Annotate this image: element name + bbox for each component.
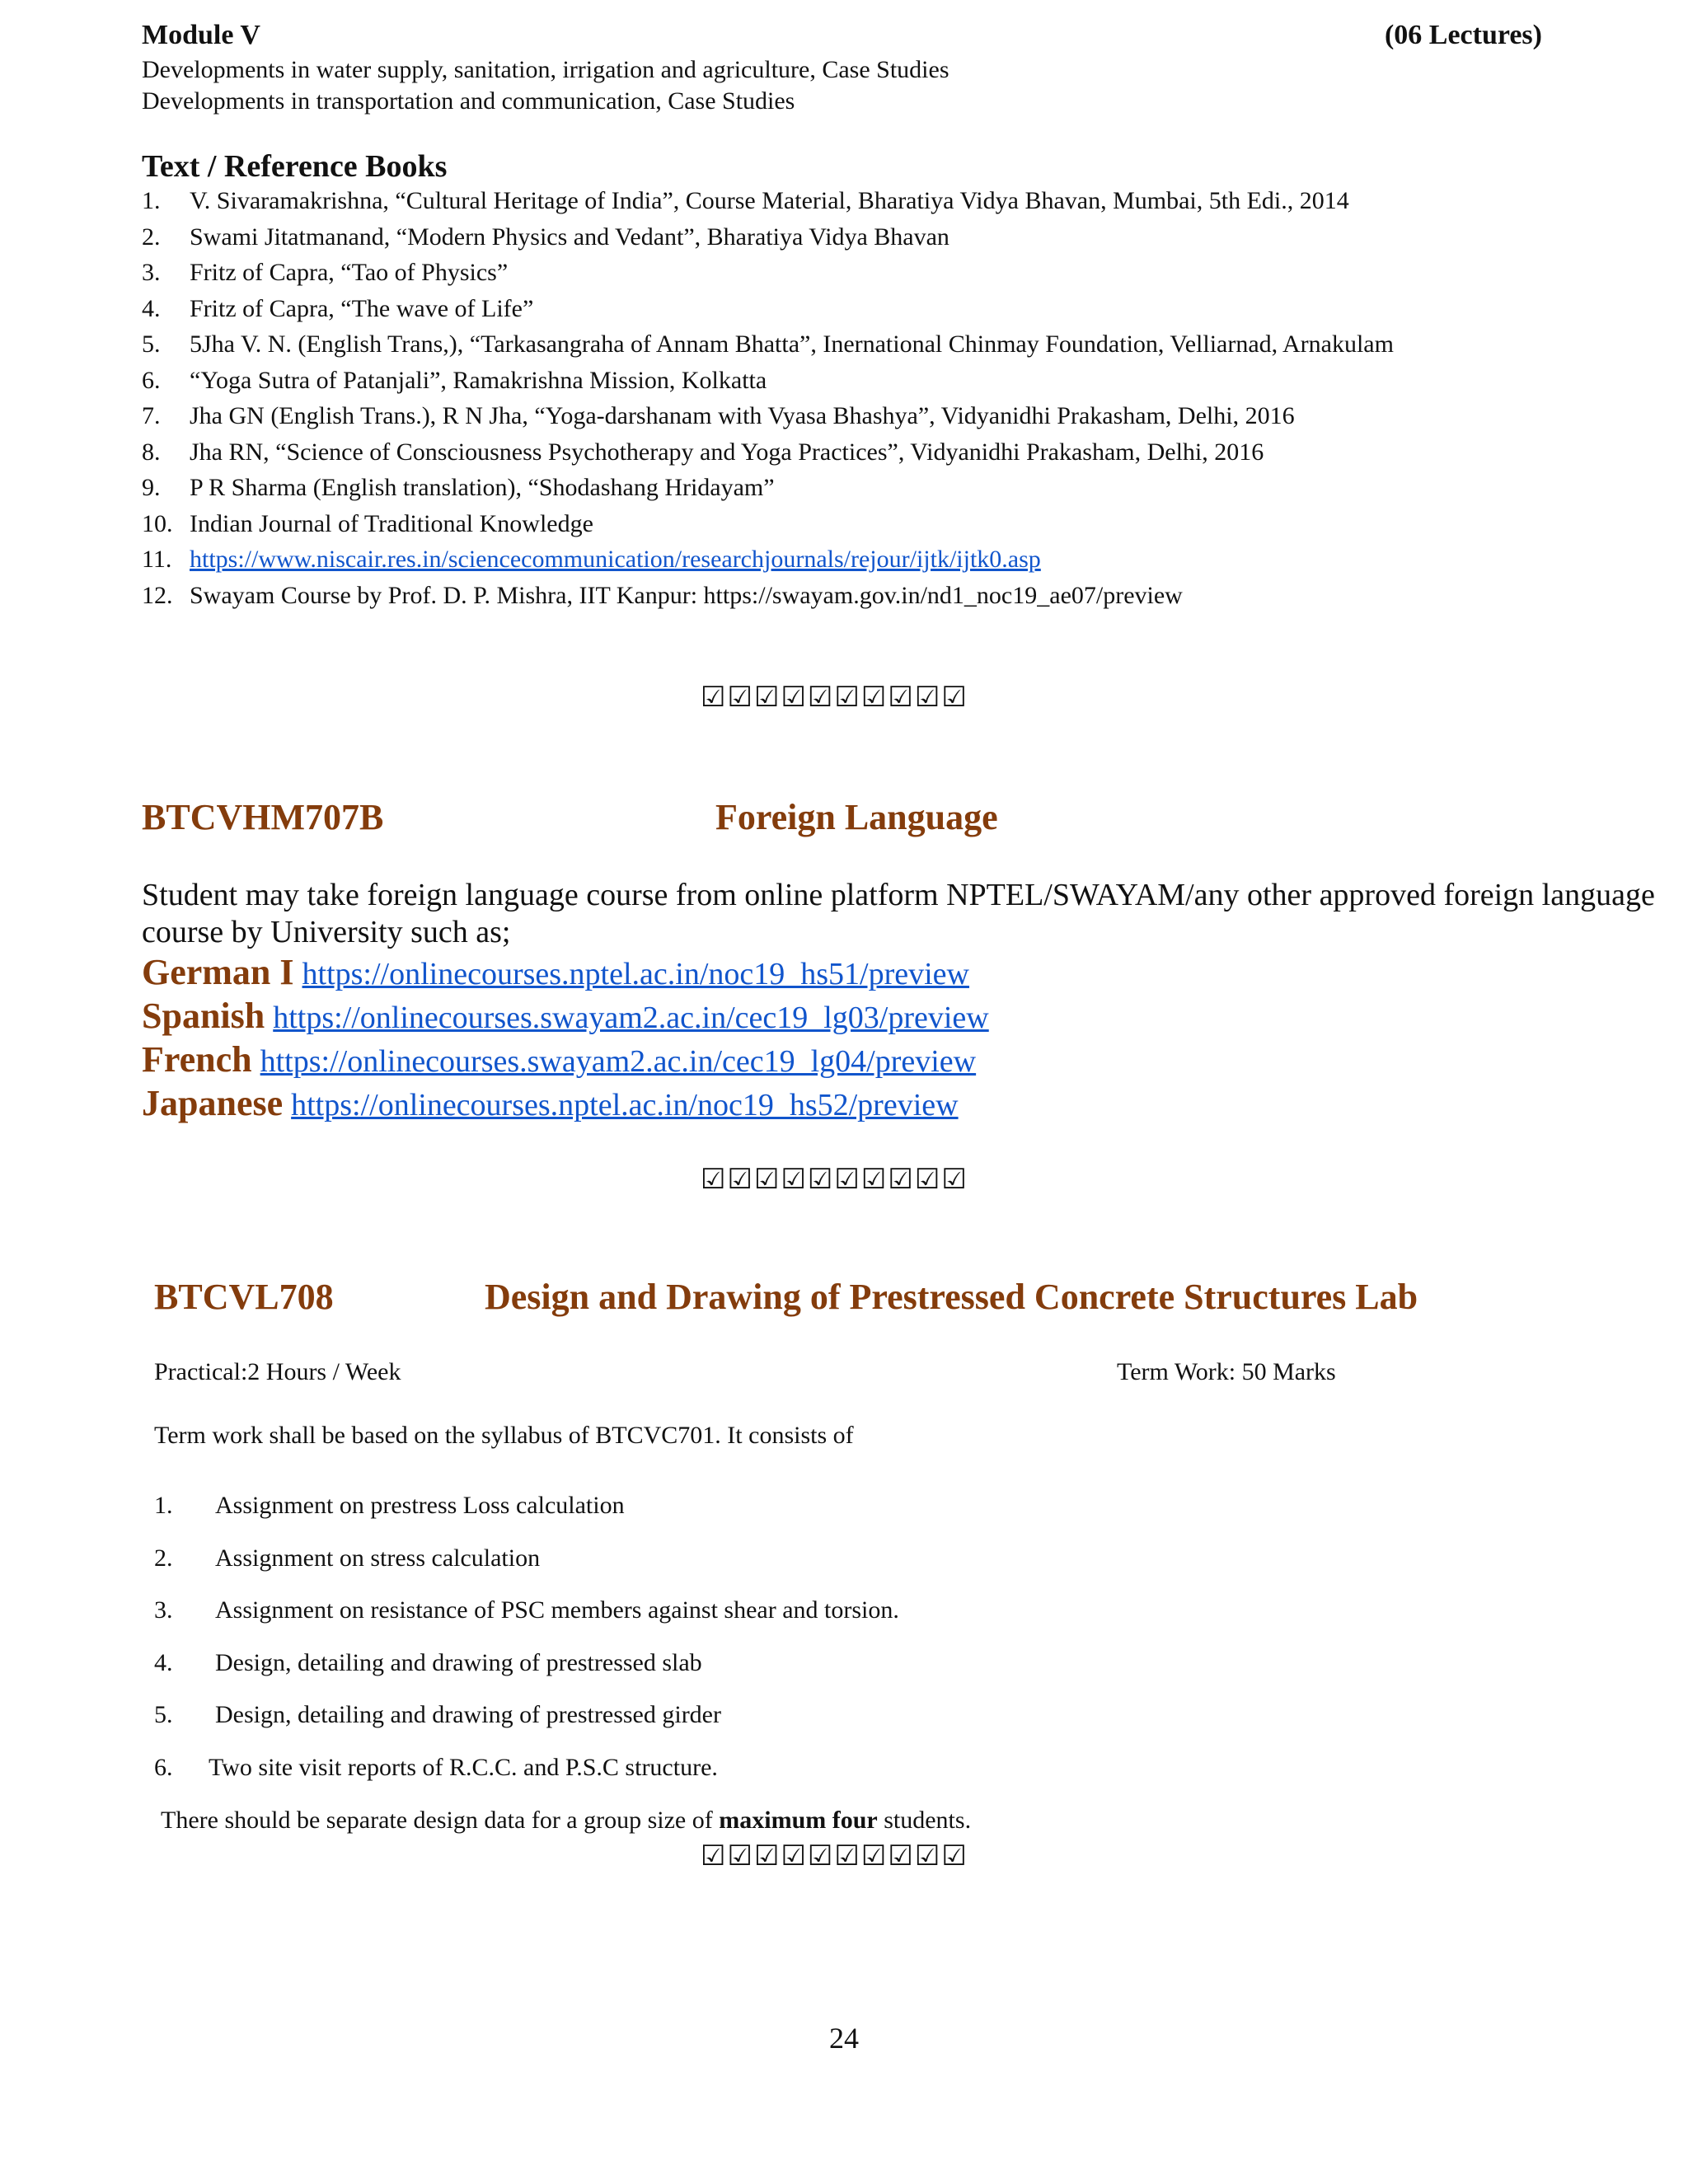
lab-item: 1. Assignment on prestress Loss calculation bbox=[154, 1492, 625, 1519]
language-item: Japanese https://onlinecourses.nptel.ac.in/noc19_hs52/preview bbox=[142, 1083, 959, 1123]
term-work-marks: Term Work: 50 Marks bbox=[1117, 1358, 1336, 1385]
reference-item: 5. 5Jha V. N. (English Trans,), “Tarkasangraha of Annam Bhatta”, Inernational Chinmay Foundation, Velliarnad, Arnakulam bbox=[142, 330, 1394, 358]
reference-item: 12. Swayam Course by Prof. D. P. Mishra, IIT Kanpur: https://swayam.gov.in/nd1_noc19_ae07/preview bbox=[142, 581, 1183, 609]
module-topic-line: Developments in transportation and communication, Case Studies bbox=[142, 87, 795, 115]
reference-item: 9. P R Sharma (English translation), “Shodashang Hridayam” bbox=[142, 474, 775, 501]
references-heading: Text / Reference Books bbox=[142, 149, 448, 184]
group-size-note: There should be separate design data for a group size of maximum four students. bbox=[161, 1807, 972, 1834]
language-item: German I https://onlinecourses.nptel.ac.in/noc19_hs51/preview bbox=[142, 952, 969, 992]
course-code: BTCVHM707B bbox=[142, 797, 384, 837]
reference-item: 10. Indian Journal of Traditional Knowledge bbox=[142, 509, 593, 537]
lab-item: 6. Two site visit reports of R.C.C. and P.S.C structure. bbox=[154, 1753, 718, 1781]
lab-item: 4. Design, detailing and drawing of prestressed slab bbox=[154, 1648, 702, 1676]
lab-item: 5. Design, detailing and drawing of prestressed girder bbox=[154, 1701, 721, 1728]
module-topics bbox=[142, 54, 950, 117]
language-item: French https://onlinecourses.swayam2.ac.in/cec19_lg04/preview bbox=[142, 1039, 977, 1080]
reference-item: 6. “Yoga Sutra of Patanjali”, Ramakrishna Mission, Kolkatta bbox=[142, 366, 767, 394]
language-link[interactable]: https://onlinecourses.nptel.ac.in/noc19_hs51/preview bbox=[302, 957, 969, 991]
language-link[interactable]: https://onlinecourses.swayam2.ac.in/cec19_lg04/preview bbox=[260, 1044, 977, 1079]
lab-title: Design and Drawing of Prestressed Concrete Structures Lab bbox=[485, 1277, 1418, 1317]
language-link[interactable]: https://onlinecourses.swayam2.ac.in/cec19_lg03/preview bbox=[273, 1001, 989, 1035]
language-item: Spanish https://onlinecourses.swayam2.ac.in/cec19_lg03/preview bbox=[142, 996, 989, 1036]
language-list bbox=[142, 950, 989, 1125]
lab-code: BTCVL708 bbox=[154, 1277, 334, 1317]
practical-hours: Practical:2 Hours / Week bbox=[154, 1358, 401, 1385]
lab-item: 2. Assignment on stress calculation bbox=[154, 1544, 541, 1572]
checkbox-separator-icon: ☑☑☑☑☑☑☑☑☑☑ bbox=[701, 681, 968, 714]
module-title: Module V bbox=[142, 20, 260, 50]
checkbox-separator-icon: ☑☑☑☑☑☑☑☑☑☑ bbox=[701, 1840, 968, 1872]
lab-assignment-list bbox=[154, 1490, 899, 1804]
reference-item: 2. Swami Jitatmanand, “Modern Physics and Vedant”, Bharatiya Vidya Bhavan bbox=[142, 223, 950, 251]
lab-intro: Term work shall be based on the syllabus of BTCVC701. It consists of bbox=[154, 1422, 854, 1449]
module-lectures: (06 Lectures) bbox=[1384, 20, 1542, 50]
lab-item: 3. Assignment on resistance of PSC members against shear and torsion. bbox=[154, 1596, 899, 1624]
language-link[interactable]: https://onlinecourses.nptel.ac.in/noc19_hs52/preview bbox=[291, 1088, 959, 1122]
reference-item: 11. https://www.niscair.res.in/sciencecommunication/researchjournals/rejour/ijtk/ijtk0.asp bbox=[142, 541, 1394, 578]
foreign-language-intro: Student may take foreign language course from online platform NPTEL/SWAYAM/any other approved foreign language course by University such as; bbox=[142, 878, 1655, 949]
references-list bbox=[142, 183, 1394, 613]
reference-item: 3. Fritz of Capra, “Tao of Physics” bbox=[142, 259, 509, 286]
reference-link[interactable]: https://www.niscair.res.in/sciencecommunication/researchjournals/rejour/ijtk/ijtk0.asp bbox=[190, 546, 1041, 573]
course-title: Foreign Language bbox=[715, 797, 998, 837]
reference-item: 1. V. Sivaramakrishna, “Cultural Heritage of India”, Course Material, Bharatiya Vidya Bhavan, Mumbai, 5th Edi., 2014 bbox=[142, 187, 1349, 214]
reference-item: 8. Jha RN, “Science of Consciousness Psychotherapy and Yoga Practices”, Vidyanidhi Prakasham, Delhi, 2016 bbox=[142, 438, 1264, 466]
reference-item: 7. Jha GN (English Trans.), R N Jha, “Yoga-darshanam with Vyasa Bhashya”, Vidyanidhi Prakasham, Delhi, 2016 bbox=[142, 402, 1295, 429]
module-topic-line: Developments in water supply, sanitation, irrigation and agriculture, Case Studies bbox=[142, 56, 950, 83]
reference-item: 4. Fritz of Capra, “The wave of Life” bbox=[142, 294, 534, 322]
checkbox-separator-icon: ☑☑☑☑☑☑☑☑☑☑ bbox=[701, 1163, 968, 1196]
page-number: 24 bbox=[829, 2022, 859, 2055]
